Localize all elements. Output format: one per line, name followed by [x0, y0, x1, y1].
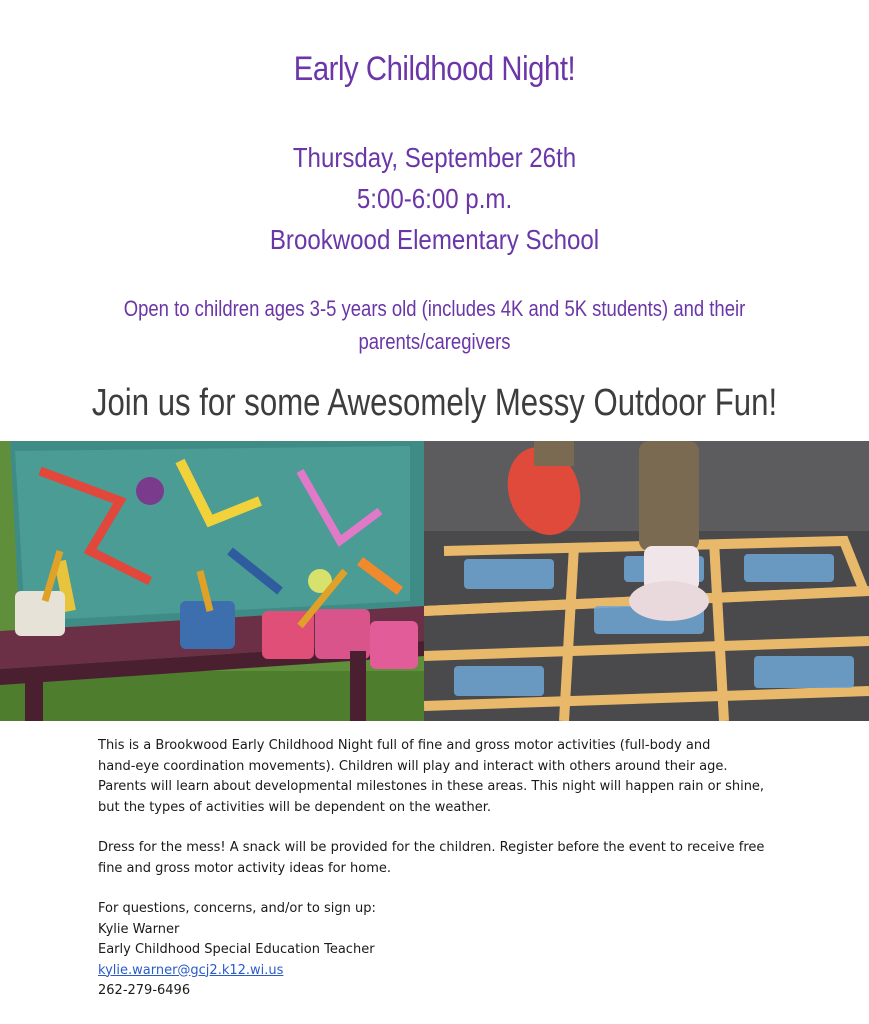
description-line: hand-eye coordination movements). Children will play and interact with others around their age. [98, 758, 728, 774]
event-date: Thursday, September 26th [292, 142, 577, 173]
contact-phone: 262-279-6496 [98, 983, 191, 998]
eligibility-line-2: parents/caregivers [358, 329, 511, 354]
contact-email-link[interactable]: kylie.warner@gcj2.k12.wi.us [98, 962, 284, 978]
contact-name: Kylie Warner [98, 921, 180, 937]
event-time: 5:00-6:00 p.m. [356, 183, 513, 214]
contact-intro: For questions, concerns, and/or to sign up: [98, 901, 376, 916]
eligibility-line-1: Open to children ages 3-5 years old (includes 4K and 5K students) and their [123, 296, 746, 321]
event-details [61, 137, 808, 260]
event-title: Early Childhood Night! [293, 50, 576, 88]
event-description [98, 736, 798, 1002]
dress-line: Dress for the mess! A snack will be provided for the children. Register before the event to receive free [98, 840, 765, 855]
dress-line: fine and gross motor activity ideas for home. [98, 860, 392, 876]
paint-easel-photo [0, 441, 424, 721]
description-line: This is a Brookwood Early Childhood Night full of fine and gross motor activities (full-body and [98, 738, 711, 753]
hopscotch-photo [424, 441, 869, 721]
description-line: but the types of activities will be dependent on the weather. [98, 799, 491, 815]
photo-strip [0, 441, 869, 721]
eligibility-text [70, 292, 800, 358]
tagline: Join us for some Awesomely Messy Outdoor Fun! [91, 382, 778, 424]
contact-role: Early Childhood Special Education Teacher [98, 942, 375, 957]
event-location: Brookwood Elementary School [269, 224, 600, 255]
description-line: Parents will learn about developmental milestones in these areas. This night will happen rain or shine, [98, 779, 765, 794]
